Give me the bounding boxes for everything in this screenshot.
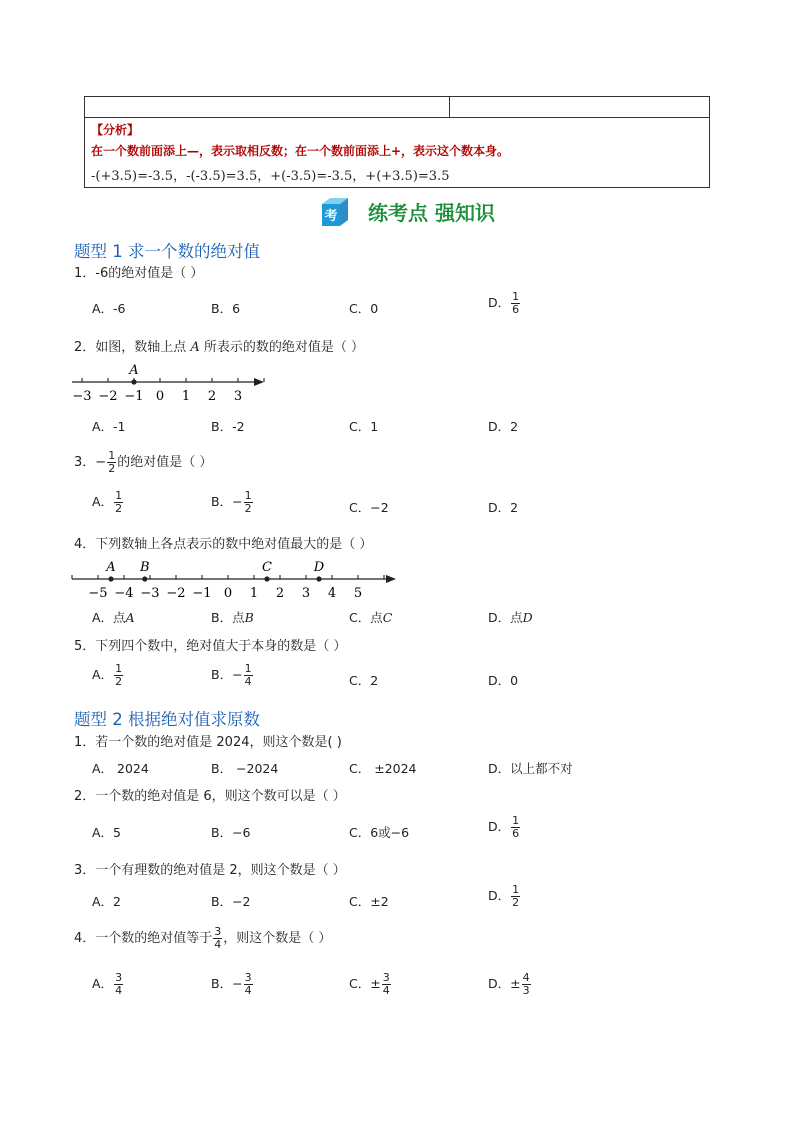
- cube-char: 考: [324, 209, 338, 224]
- s2-q2-stem: 2．一个数的绝对值是 6，则这个数可以是（ ）: [74, 789, 346, 804]
- s2-q3-option-b[interactable]: B．−2: [211, 894, 251, 909]
- s2-q1-stem: 1．若一个数的绝对值是 2024，则这个数是( ): [74, 735, 342, 750]
- s2-q2-option-d[interactable]: D． $\frac{1}{6}$: [488, 814, 520, 840]
- s2-q3-option-a[interactable]: A．2: [92, 894, 122, 909]
- point-d-label: D: [313, 560, 325, 575]
- number-line-q2: [70, 360, 270, 406]
- axis-tick-label: 4: [327, 586, 337, 601]
- axis-tick-label: −1: [124, 389, 144, 404]
- axis-tick-label: 1: [181, 389, 191, 404]
- s1-q1-stem: 1．-6的绝对值是（ ）: [74, 266, 204, 281]
- s1-q5-option-c[interactable]: C．2: [349, 673, 379, 688]
- s2-q3-stem: 3．一个有理数的绝对值是 2，则这个数是（ ）: [74, 863, 346, 878]
- s2-q4-option-d[interactable]: D．± $\frac{4}{3}$: [488, 971, 530, 997]
- s1-q2-option-a[interactable]: A．-1: [92, 419, 126, 434]
- analysis-box: [84, 96, 710, 188]
- s1-q4-option-a[interactable]: A．点A: [92, 610, 135, 625]
- cube-icon: [318, 195, 350, 227]
- axis-tick-label: −4: [114, 586, 134, 601]
- axis-tick-label: 1: [249, 586, 259, 601]
- point-a-dot: [108, 576, 113, 581]
- s2-q1-option-d[interactable]: D．以上都不对: [488, 761, 573, 776]
- s2-q3-option-c[interactable]: C．±2: [349, 894, 389, 909]
- s2-q4-stem: 4．一个数的绝对值等于 $\frac{3}{4}$ ，则这个数是（ ）: [74, 925, 332, 951]
- point-a-label: A: [129, 363, 139, 378]
- analysis-math: -(+3.5)=-3.5，-(-3.5)=3.5，+(-3.5)=-3.5，+(+3.5)=3.5: [91, 169, 450, 184]
- axis-tick-label: −3: [140, 586, 160, 601]
- s1-q3-option-b[interactable]: B．− $\frac{1}{2}$: [211, 489, 252, 515]
- s1-q2-option-d[interactable]: D．2: [488, 419, 519, 434]
- s1-q1-option-d[interactable]: D． $\frac{1}{6}$: [488, 290, 520, 316]
- s1-q3-stem: 3．− $\frac{1}{2}$ 的绝对值是（ ）: [74, 449, 213, 475]
- s2-q1-option-b[interactable]: B． −2024: [211, 761, 279, 776]
- point-b-label: B: [140, 560, 150, 575]
- s2-q3-option-d[interactable]: D． $\frac{1}{2}$: [488, 883, 520, 909]
- s2-q4-option-a[interactable]: A． $\frac{3}{4}$: [92, 971, 123, 997]
- analysis-text: 在一个数前面添上—，表示取相反数；在一个数前面添上+，表示这个数本身。: [91, 144, 510, 158]
- axis-tick-label: −3: [72, 389, 92, 404]
- point-a-dot: [131, 379, 136, 384]
- axis-tick-label: 0: [223, 586, 233, 601]
- s1-q5-option-b[interactable]: B．− $\frac{1}{4}$: [211, 662, 252, 688]
- axis-tick-label: 2: [275, 586, 285, 601]
- s1-q4-option-c[interactable]: C．点C: [349, 610, 393, 625]
- axis-tick-label: 0: [155, 389, 165, 404]
- s2-q2-option-b[interactable]: B．−6: [211, 825, 251, 840]
- s1-q1-option-b[interactable]: B．6: [211, 301, 241, 316]
- s1-q3-option-a[interactable]: A． $\frac{1}{2}$: [92, 489, 123, 515]
- section1-title: 题型 1 求一个数的绝对值: [74, 242, 260, 261]
- s2-q4-option-b[interactable]: B．− $\frac{3}{4}$: [211, 971, 252, 997]
- s2-q4-option-c[interactable]: C．± $\frac{3}{4}$: [349, 971, 390, 997]
- s1-q2-option-c[interactable]: C．1: [349, 419, 379, 434]
- s1-q5-option-a[interactable]: A． $\frac{1}{2}$: [92, 662, 123, 688]
- s1-q1-option-c[interactable]: C．0: [349, 301, 379, 316]
- axis-tick-label: −2: [166, 586, 186, 601]
- analysis-title: 【分析】: [91, 123, 140, 137]
- s2-q1-option-a[interactable]: A． 2024: [92, 761, 149, 776]
- axis-tick-label: 2: [207, 389, 217, 404]
- axis-tick-label: 3: [301, 586, 311, 601]
- s1-q1-option-a[interactable]: A．-6: [92, 301, 126, 316]
- s1-q2-option-b[interactable]: B．-2: [211, 419, 245, 434]
- axis-tick-label: 3: [233, 389, 243, 404]
- point-b-dot: [142, 576, 147, 581]
- axis-tick-label: −1: [192, 586, 212, 601]
- s1-q4-option-b[interactable]: B．点B: [211, 610, 254, 625]
- s2-q2-option-a[interactable]: A．5: [92, 825, 122, 840]
- axis-tick-label: 5: [353, 586, 363, 601]
- s1-q5-option-d[interactable]: D．0: [488, 673, 519, 688]
- banner-text: 练考点 强知识: [368, 201, 495, 225]
- s1-q2-stem: 2．如图，数轴上点 A 所表示的数的绝对值是（ ）: [74, 340, 365, 355]
- s2-q2-option-c[interactable]: C．6或−6: [349, 825, 410, 840]
- s1-q3-option-c[interactable]: C．−2: [349, 500, 389, 515]
- point-d-dot: [316, 576, 321, 581]
- s1-q3-option-d[interactable]: D．2: [488, 500, 519, 515]
- point-c-dot: [264, 576, 269, 581]
- axis-tick-label: −5: [88, 586, 108, 601]
- axis-tick-label: −2: [98, 389, 118, 404]
- s1-q4-option-d[interactable]: D．点D: [488, 610, 533, 625]
- point-c-label: C: [262, 560, 272, 575]
- s1-q4-stem: 4．下列数轴上各点表示的数中绝对值最大的是（ ）: [74, 537, 373, 552]
- table-header-row: [85, 97, 709, 118]
- s1-q5-stem: 5．下列四个数中，绝对值大于本身的数是（ ）: [74, 639, 347, 654]
- number-line-q4: [70, 557, 404, 601]
- s2-q1-option-c[interactable]: C． ±2024: [349, 761, 417, 776]
- point-a-label: A: [106, 560, 116, 575]
- section2-title: 题型 2 根据绝对值求原数: [74, 710, 260, 729]
